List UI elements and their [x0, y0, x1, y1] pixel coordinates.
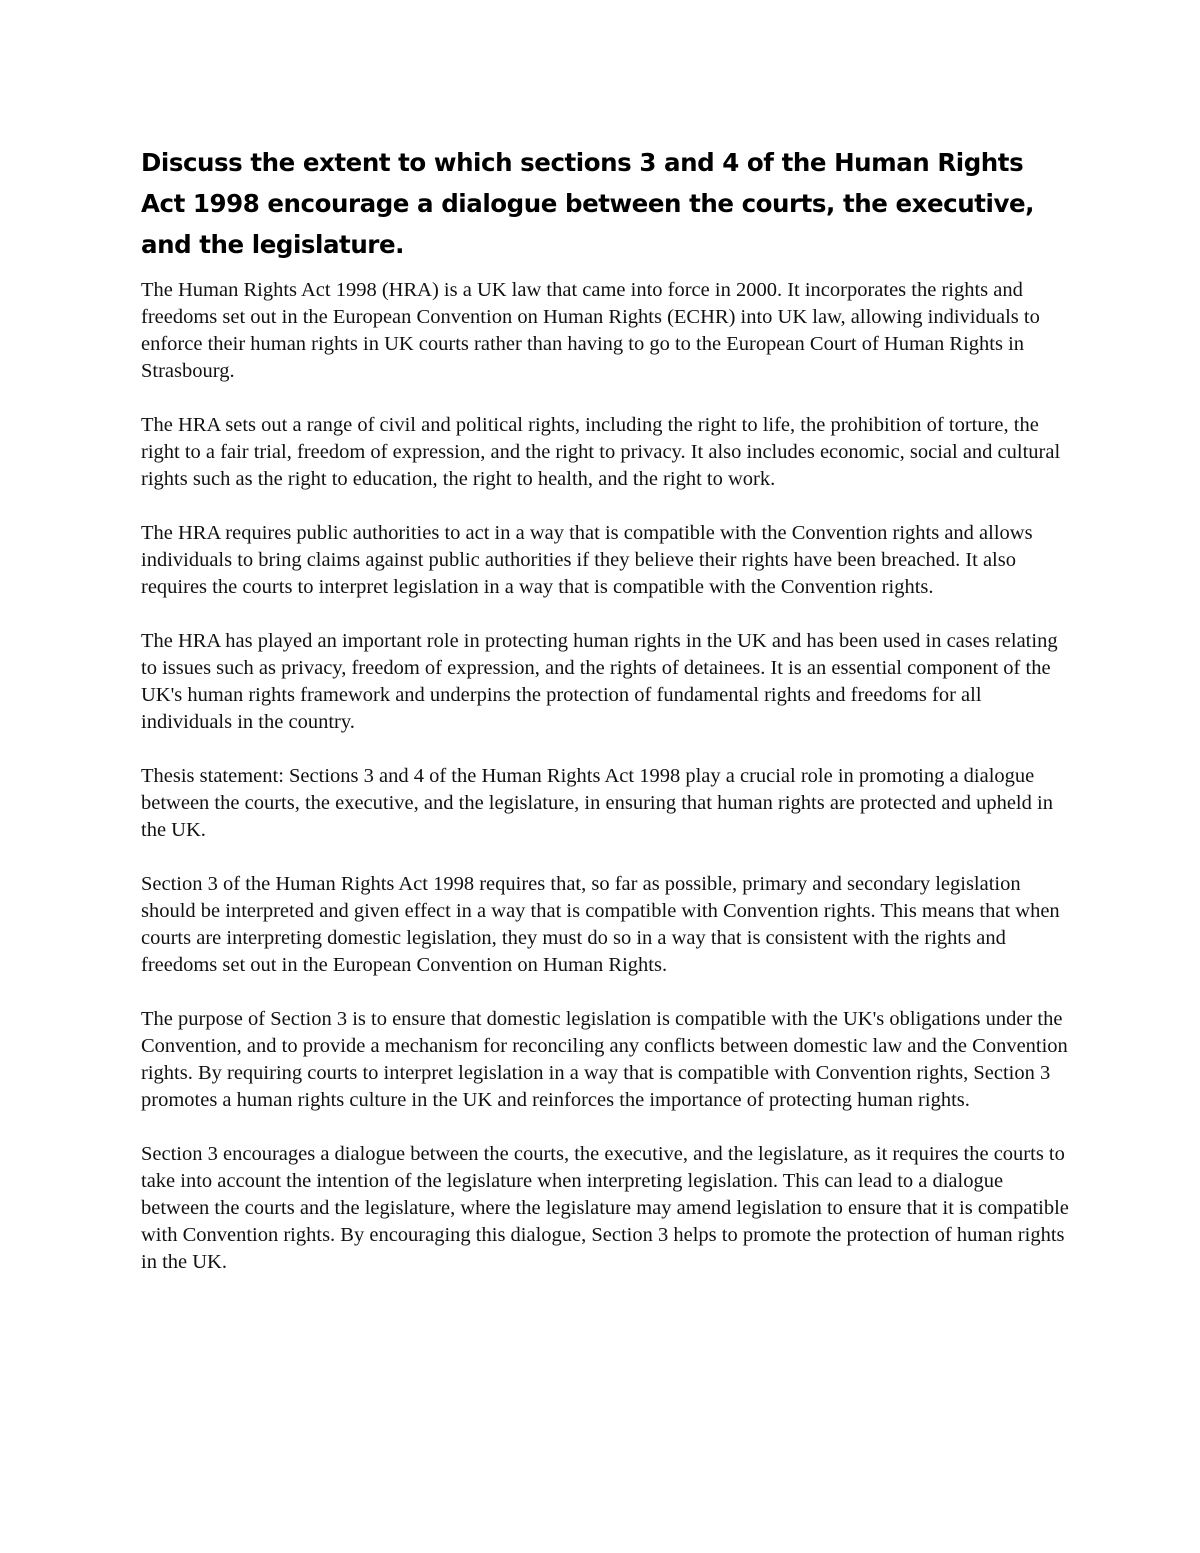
paragraph-thesis: Thesis statement: Sections 3 and 4 of the Human Rights Act 1998 play a crucial role in promoting a dialogue between the courts, the executive, and the legislature, in ensuring that human rights are protected and upheld in the UK. [141, 765, 1053, 841]
paragraph-section-3-purpose: The purpose of Section 3 is to ensure that domestic legislation is compatible with the UK's obligations under the Convention, and to provide a mechanism for reconciling any conflicts between domestic law and the Convention rights. By requiring courts to interpret legislation in a way that is compatible with Convention rights, Section 3 promotes a human rights culture in the UK and reinforces the importance of protecting human rights. [141, 1008, 1068, 1111]
paragraph-section-3-dialogue: Section 3 encourages a dialogue between the courts, the executive, and the legislature, as it requires the courts to take into account the intention of the legislature when interpreting legislation. This can lead to a dialogue between the courts and the legislature, where the legislature may amend legislation to ensure that it is compatible with Convention rights. By encouraging this dialogue, Section 3 helps to promote the protection of human rights in the UK. [141, 1143, 1069, 1273]
paragraph-rights: The HRA sets out a range of civil and political rights, including the right to life, the prohibition of torture, the right to a fair trial, freedom of expression, and the right to privacy. It also includes economic, social and cultural rights such as the right to education, the right to health, and the right to work. [141, 414, 1061, 490]
paragraph-public-authorities: The HRA requires public authorities to act in a way that is compatible with the Convention rights and allows individuals to bring claims against public authorities if they believe their rights have been breached. It also requires the courts to interpret legislation in a way that is compatible with the Convention rights. [141, 522, 1033, 598]
document-title: Discuss the extent to which sections 3 and 4 of the Human Rights Act 1998 encourage a dialogue between the courts, the executive, and the legislature. [141, 148, 1035, 259]
paragraph-role: The HRA has played an important role in protecting human rights in the UK and has been used in cases relating to issues such as privacy, freedom of expression, and the rights of detainees. It is an essential component of the UK's human rights framework and underpins the protection of fundamental rights and freedoms for all individuals in the country. [141, 630, 1058, 733]
document-body [141, 142, 1071, 1303]
paragraph-intro: The Human Rights Act 1998 (HRA) is a UK law that came into force in 2000. It incorporates the rights and freedoms set out in the European Convention on Human Rights (ECHR) into UK law, allowing individuals to enforce their human rights in UK courts rather than having to go to the European Court of Human Rights in Strasbourg. [141, 279, 1040, 382]
paragraph-section-3: Section 3 of the Human Rights Act 1998 requires that, so far as possible, primary and secondary legislation should be interpreted and given effect in a way that is compatible with Convention rights. This means that when courts are interpreting domestic legislation, they must do so in a way that is consistent with the rights and freedoms set out in the European Convention on Human Rights. [141, 873, 1060, 976]
